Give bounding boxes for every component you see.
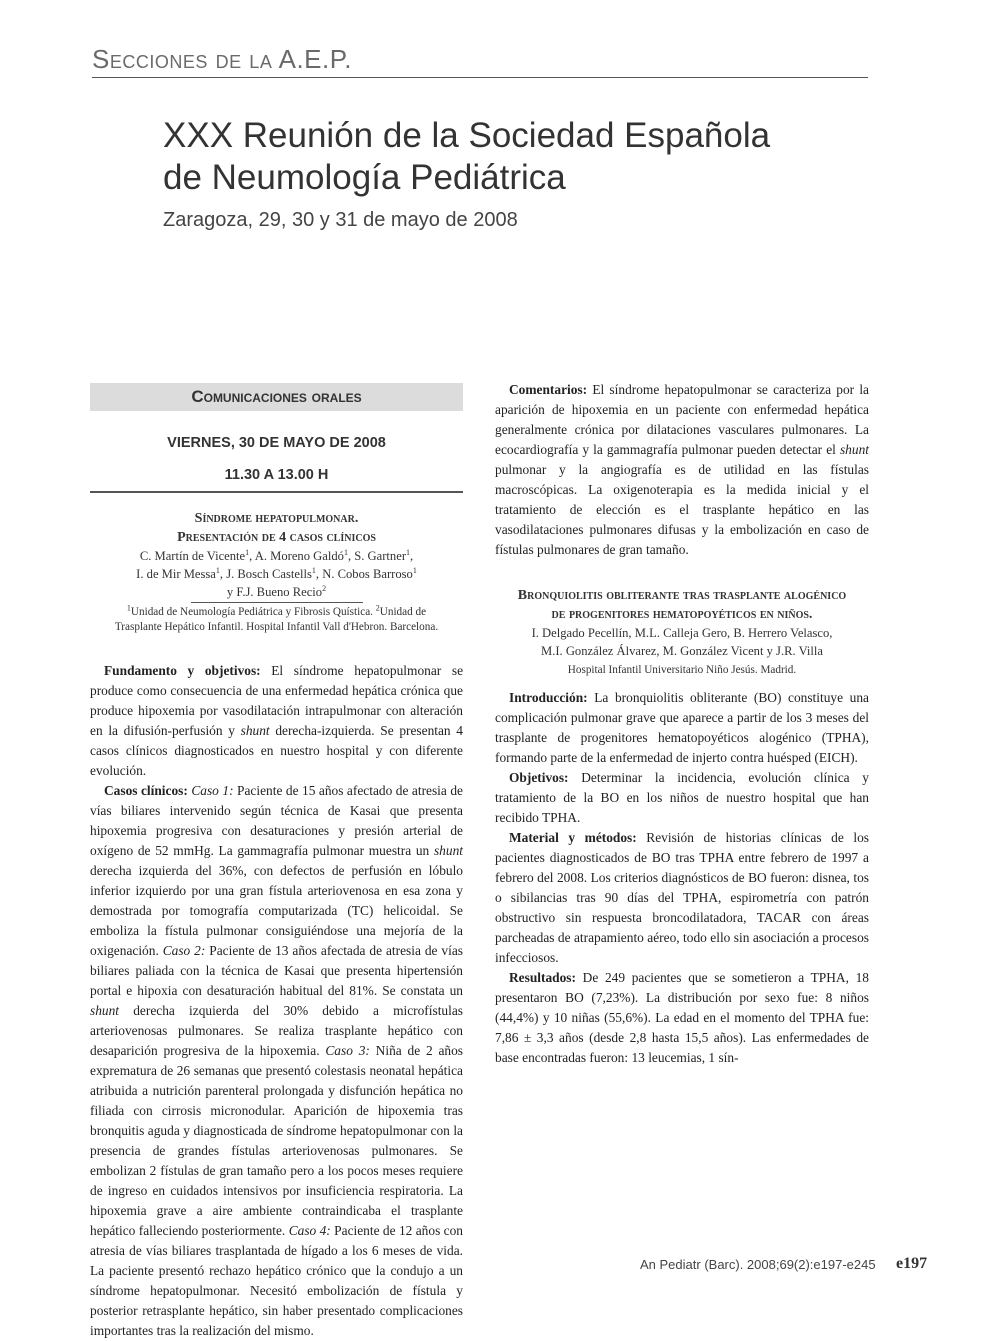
abstract1-authors [90, 547, 463, 601]
paragraph-text: Revisión de historias clínicas de los pacientes diagnosticados de BO tras TPHA entre febrero de 1997 a febrero del 2008. Los criterios diagnósticos de BO fueron: disnea, tos o sibilancias tras 90 días del TPHA, espirometría con patrón obstructivo sin respuesta broncodilatadora, TACAR con áreas parcheadas de atrapamiento aéreo, todo ello sin asociación a procesos infecciosos. [495, 830, 869, 965]
author-name: I. de Mir Messa [136, 567, 216, 581]
paragraph-casos [90, 781, 463, 1341]
abstract2-title-line2: de progenitores hematopoyéticos en niños. [551, 607, 813, 622]
affil-sup: 1 [126, 603, 131, 613]
footer-citation: An Pediatr (Barc). 2008;69(2):e197-e245 [640, 1257, 876, 1272]
author-name: y F.J. Bueno Recio [226, 585, 323, 599]
session-banner: Comunicaciones orales [90, 383, 463, 411]
paragraph-label: Objetivos: [509, 770, 569, 785]
paragraph-label: Introducción: [509, 690, 588, 705]
affiliation-divider [191, 602, 363, 603]
paragraph-material [495, 828, 869, 968]
author-sep: , [410, 549, 414, 563]
author-name: , J. Bosch Castells [219, 567, 312, 581]
italic-term: shunt [433, 843, 463, 858]
abstract1-title [90, 509, 463, 547]
case-label: Caso 1: [191, 783, 234, 798]
abstract2-body [495, 688, 869, 1068]
author-sup: 1 [406, 547, 411, 557]
paragraph-text: Paciente de 13 años afectada de atresia de vías biliares paliada con la técnica de Kasai que presenta hipertensión portal e hipoxia con desaturación habitual del 81%. Se constata un [90, 943, 463, 998]
conference-title-line2: de Neumología Pediátrica [163, 158, 566, 197]
paragraph-label: Casos clínicos: [104, 783, 188, 798]
paragraph-label: Material y métodos: [509, 830, 637, 845]
abstract2-authors [495, 624, 869, 660]
conference-subtitle: Zaragoza, 29, 30 y 31 de mayo de 2008 [163, 209, 518, 231]
author-sup: 1 [215, 565, 220, 575]
paragraph-text: Determinar la incidencia, evolución clínica y tratamiento de la BO en los niños de nuestro hospital que han recibido TPHA. [495, 770, 869, 825]
italic-term: shunt [839, 442, 869, 457]
author-name: , S. Gartner [347, 549, 407, 563]
paragraph-resultados [495, 968, 869, 1068]
paragraph-label: Fundamento y objetivos: [104, 663, 261, 678]
author-name: C. Martín de Vicente [139, 549, 246, 563]
author-sup: 1 [311, 565, 316, 575]
abstract1-body [90, 661, 463, 1341]
paragraph-objetivos [495, 768, 869, 828]
affil-text: Unidad de [379, 606, 427, 618]
paragraph-fundamento [90, 661, 463, 781]
paragraph-text: Niña de 2 años exprematura de 26 semanas que presentó colestasis neonatal hepática atribuida a nutrición parenteral prolongada y disfunción hepática no filiada con cirrosis micronodular. Aparición de hipoxemia tras bronquitis aguda y diagnosticada de síndrome hepatopulmonar con la presencia de grandes fístulas arteriovenosas pulmonares. Se embolizan 2 fístulas de gran tamaño pero a los pocos meses requiere de ingreso en cuidados intensivos por insuficiencia respiratoria. La hipoxemia grave a aire ambiente contraindicaba el trasplante hepático falleciendo posteriormente. [90, 1043, 463, 1238]
author-line: M.I. González Álvarez, M. González Vicent y J.R. Villa [541, 644, 823, 658]
case-label: Caso 2: [162, 943, 206, 958]
abstract1-title-line1: Síndrome hepatopulmonar. [194, 511, 359, 526]
paragraph-label: Resultados: [509, 970, 576, 985]
author-name: , N. Cobos Barroso [315, 567, 413, 581]
case-label: Caso 4: [288, 1223, 331, 1238]
author-sup: 1 [245, 547, 250, 557]
paragraph-text: La bronquiolitis obliterante (BO) constituye una complicación pulmonar grave que aparece a partir de los 3 meses del trasplante de progenitores hematopoyéticos alogénico (TPHA), formando parte de la enfermedad de injerto contra huésped (EICH). [495, 690, 869, 765]
paragraph-label: Comentarios: [509, 382, 588, 397]
conference-title-line1: XXX Reunión de la Sociedad Española [163, 116, 771, 155]
abstract2-title-line1: Bronquiolitis obliterante tras trasplante alogénico [517, 588, 847, 603]
paragraph-text: El síndrome hepatopulmonar se produce como consecuencia de una enfermedad hepática crónica que produce hipoxemia por vasodilatación intrapulmonar con alteración en la difusión-perfusión y [90, 663, 464, 738]
author-sup: 1 [412, 565, 417, 575]
section-header: Secciones de la A.E.P. [92, 44, 868, 78]
italic-term: shunt [240, 723, 270, 738]
paragraph-text: derecha izquierda del 30% debido a microfístulas arteriovenosas pulmonares. Se realiza trasplante hepático con desaparición progresiva de la hipoxemia. [90, 1003, 463, 1058]
author-sup: 1 [343, 547, 348, 557]
author-name: , A. Moreno Galdó [249, 549, 344, 563]
session-day: VIERNES, 30 DE MAYO DE 2008 [167, 435, 386, 451]
conference-title [163, 115, 863, 199]
paragraph-text: Paciente de 15 años afectado de atresia de vías biliares intervenido según técnica de Kasai que presenta hipoxemia progresiva con desaturaciones y presión arterial de oxígeno de 52 mmHg. La gammagrafía pulmonar muestra un [90, 783, 463, 858]
paragraph-text: derecha izquierda del 36%, con defectos de perfusión en lóbulo inferior izquierdo por una gran fístula arteriovenosa en esa zona y demostrada por tomografía computarizada (TC) helicoidal. Se emboliza la fístula pulmonar consiguiéndose una mejoría de la oxigenación. [90, 863, 463, 958]
paragraph-text: El síndrome hepatopulmonar se caracteriza por la aparición de hipoxemia en un paciente con enfermedad hepática generalmente crónica por dilataciones vasculares pulmonares. La ecocardiografía y la gammagrafía pulmonar pueden detectar el [495, 382, 869, 457]
paragraph-text: derecha-izquierda. Se presentan 4 casos clínicos diagnosticados en nuestro hospital y con diferente evolución. [90, 723, 463, 778]
left-column [90, 383, 463, 1341]
paragraph-introduccion [495, 688, 869, 768]
abstract1-title-line2: Presentación de 4 casos clínicos [177, 530, 376, 545]
affil-text: Unidad de Neumología Pediátrica y Fibrosis Quística. [130, 606, 376, 618]
session-time: 11.30 A 13.00 H [90, 465, 463, 493]
italic-term: shunt [90, 1003, 120, 1018]
page-number: e197 [896, 1255, 928, 1272]
abstract1-affiliation [90, 605, 463, 635]
abstract2-affiliation: Hospital Infantil Universitario Niño Jesús. Madrid. [567, 664, 797, 676]
author-line: I. Delgado Pecellín, M.L. Calleja Gero, B. Herrero Velasco, [531, 626, 833, 640]
right-column [495, 380, 869, 1068]
affil-text: Trasplante Hepático Infantil. Hospital Infantil Vall d'Hebron. Barcelona. [114, 621, 439, 633]
abstract2-title [495, 586, 869, 624]
affil-sup: 2 [375, 603, 380, 613]
case-label: Caso 3: [325, 1043, 370, 1058]
paragraph-text: pulmonar y la angiografía es de utilidad en las fístulas macroscópicas. La oxigenoterapia es la medida inicial y el tratamiento de elección es el trasplante hepático en las vasodilataciones pulmonares difusas y la embolización en caso de fístulas pulmonares de gran tamaño. [495, 462, 869, 557]
paragraph-text: De 249 pacientes que se sometieron a TPHA, 18 presentaron BO (7,23%). La distribución por sexo fue: 8 niños (44,4%) y 10 niñas (55,6%). La edad en el momento del TPHA fue: 7,86 ± 3,3 años (desde 2,8 hasta 15,5 años). Las enfermedades de base encontradas fueron: 13 leucemias, 1 sín- [495, 970, 869, 1065]
paragraph-text: Paciente de 12 años con atresia de vías biliares trasplantada de hígado a los 6 meses de vida. La paciente presentó rechazo hepático crónico que la condujo a un síndrome hepatopulmonar. Necesitó embolización de fístula y posterior retrasplante hepático, sin haber presentado complicaciones importantes tras la realización del mismo. [90, 1223, 464, 1338]
author-sup: 2 [322, 583, 327, 593]
paragraph-comentarios [495, 380, 869, 560]
